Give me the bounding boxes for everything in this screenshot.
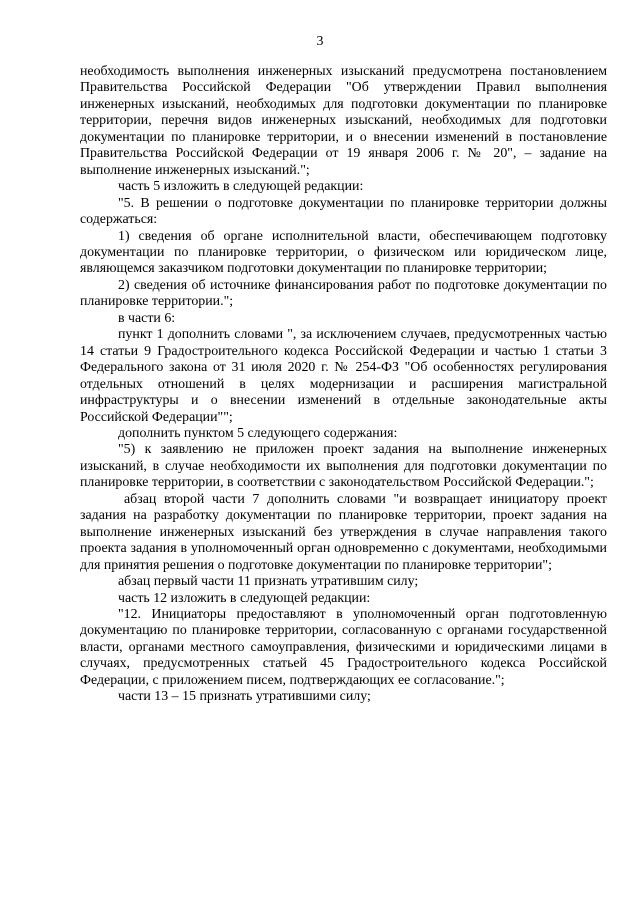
paragraph-part-11: абзац первый части 11 признать утратившим силу; [118, 574, 419, 590]
paragraph-point-5-text: "5) к заявлению не приложен проект задания на выполнение инженерных изысканий, в случае необходимости их выполнения для подготовки документации по планировке территории, в соответствии с законодательством Российской Федерации."; [80, 442, 607, 491]
paragraph-item-1: 1) сведения об органе исполнительной власти, обеспечивающем подготовку документации по планировке территории, о физическом или юридическом лице, являющемся заказчиком подготовки документации по планировке территории; [80, 228, 607, 277]
paragraph-point-5-heading: дополнить пунктом 5 следующего содержания: [118, 425, 398, 441]
page-number: 3 [316, 34, 324, 49]
paragraph-part-7-amendment: абзац второй части 7 дополнить словами "и возвращает инициатору проект задания на разработку документации по планировке территории, проект задания на выполнение инженерных изысканий без утверждения в случае направления такого проекта задания в уполномоченный орган одновременно с документами, необходимыми для принятия решения о подготовке документации по планировке территории"; [80, 491, 607, 573]
paragraph-part-5-text: "5. В решении о подготовке документации по планировке территории должны содержаться: [80, 195, 607, 228]
paragraph-part-12-heading: часть 12 изложить в следующей редакции: [118, 590, 371, 606]
paragraph-part-12-text: "12. Инициаторы предоставляют в уполномоченный орган подготовленную документацию по планировке территории, согласованную с органами государственной власти, органами местного самоуправления, физическими и юридическими лицами в случаях, предусмотренных статьей 45 Градостроительного кодекса Российской Федерации, с приложением писем, подтверждающих ее согласование."; [80, 606, 607, 688]
paragraph-parts-13-15: части 13 – 15 признать утратившими силу; [118, 689, 371, 705]
paragraph-point-1-amendment: пункт 1 дополнить словами ", за исключением случаев, предусмотренных частью 14 статьи 9 Градостроительного кодекса Российской Федерации и частью 1 статьи 3 Федерального закона от 31 июля 2020 г. № 254-ФЗ "Об особенностях регулирования отдельных отношений в целях модернизации и расширения магистральной инфраструктуры и о внесении изменений в отдельные законодательные акты Российской Федерации""; [80, 327, 607, 425]
paragraph-item-2: 2) сведения об источнике финансирования работ по подготовке документации по планировке территории."; [80, 277, 607, 310]
paragraph-continuation: необходимость выполнения инженерных изысканий предусмотрена постановлением Правительства Российской Федерации "Об утверждении Правил выполнения инженерных изысканий, необходимых для подготовки документации по планировке территории, перечня видов инженерных изысканий, необходимых для подготовки документации по планировке территории, и о внесении изменений в постановление Правительства Российской Федерации от 19 января 2006 г. № 20", – задание на выполнение инженерных изысканий."; [80, 64, 607, 178]
paragraph-part-5-heading: часть 5 изложить в следующей редакции: [118, 179, 364, 195]
paragraph-part-6-heading: в части 6: [118, 310, 176, 326]
document-body [80, 64, 607, 706]
